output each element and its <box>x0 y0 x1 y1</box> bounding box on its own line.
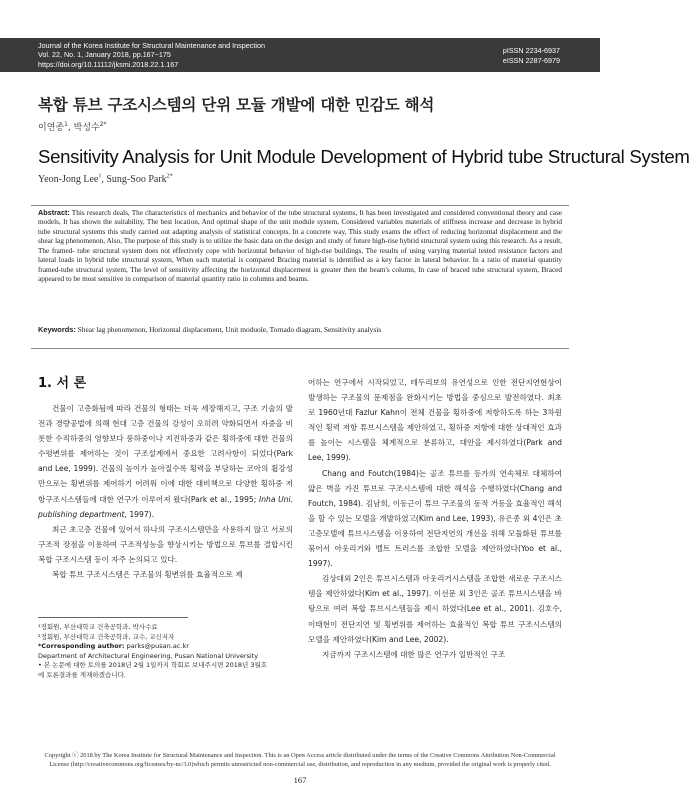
right-column <box>308 375 562 662</box>
footnotes <box>38 623 300 681</box>
footnote: 에 토론결과를 게재하겠습니다. <box>38 670 126 679</box>
korean-title: 복합 튜브 구조시스템의 단위 모듈 개발에 대한 민감도 해석 <box>38 96 435 114</box>
keywords <box>38 325 562 335</box>
section-heading: 1. 서 론 <box>38 376 87 391</box>
keywords-text: Shear lag phenomenon, Horizontal displacement, Unit moduole, Tornado diagram, Sensitivity analysis <box>75 325 382 334</box>
journal-name: Journal of the Korea Institute for Structural Maintenance and Inspection <box>38 41 265 50</box>
keywords-label: Keywords: <box>38 325 76 334</box>
footnote-divider <box>38 617 188 618</box>
paragraph: 최근 초고층 건물에 있어서 하나의 구조시스템만을 사용하지 않고 서로의 구조적 장점을 이용하여 구조적성능을 향상시키는 방법으로 튜브를 결합시킨 복합 구조시스템 등이 자주 논의되고 있다. <box>38 524 293 564</box>
issn-block <box>503 46 560 66</box>
paragraph: 지금까지 구조시스템에 대한 많은 연구가 일반적인 구조 <box>322 649 506 659</box>
journal-volume: Vol. 22, No. 1, January 2018, pp.167~175 <box>38 50 171 60</box>
abstract-text: This research deals, The characteristics of mechanics and behavior of the tube structural systems, It has been investigated and considered conventional theory and case models, It has shown the suitability, The best location, And optimal shape of the unit module system, Considered variables materials of stiffness increase and decrease in hybrid tube structural systems this study carried out adapting analysis of statistical concepts. In a concrete way, This study exams the effect of reducing horizontal displacement and the shear lag phenomenon, Also, The purpose of this study is to utilize the basic data on the design and study of future high-rise hybrid structural system using this research. As a result, The framed- tube structural system does not effectively cope with horizontal behavior of high-rise buildings, The results of using varying material tested resistance factors and lateral loads in hybrid tube structural system, When each material is compared Bracing material is identified as a key factor in lateral behavior. In a ratio of material quantity framed-tube structural system, The level of sensitivity affecting the horizontal displacement is greater then the beam's column, In case of braced tube structural system, Braced appeared to be most sensitive in comparison of material quantity ratio in columns and beams. <box>38 209 562 284</box>
english-title: Sensitivity Analysis for Unit Module Development of Hybrid tube Structural System <box>38 146 690 167</box>
paragraph: Chang and Foutch(1984)는 골조 튜브를 등가의 연속체로 대체하여 얇은 벽을 가진 튜브로 구조시스템에 대한 해석을 수행하였다(Chang and Foutch, 1984). 김남희, 이동근이 튜브 구조물의 동적 거동을 효율적인 해석을 할 수 있는 모델을 개발하였고(Kim and Lee, 1993), 유은종 외 4인은 초고층모델에 튜브시스템을 이용하여 전단지연의 개선을 위해 모듈화된 튜브를 묶어서 아웃리거와 벨트 트러스를 조합한 모델을 제안하였다(Yoo et al., 1997). <box>308 468 562 569</box>
footnote: ¹정회원, 부산대학교 건축공학과, 박사수료 <box>38 623 158 631</box>
footnote: Department of Architectural Engineering, Pusan National University <box>38 651 259 660</box>
footnote: ²정회원, 부산대학교 건축공학과, 교수, 교신저자 <box>38 632 175 641</box>
abstract-label: Abstract: <box>38 208 70 217</box>
left-column <box>38 401 293 582</box>
paragraph: 건물이 고층화됨에 따라 건물의 형태는 더욱 세장해지고, 구조 기술의 발전과 경량공법에 의해 현대 고층 건물의 강성이 오히려 약화되면서 자중을 비롯한 수직하중의 영향보다 풍하중이나 지진하중과 같은 횡하중에 대한 건물의 수평변위를 제어하는 것이 구조설계에서 중요한 고려사항이 되었다(Park and Lee, 1999). 건물의 높이가 높아질수록 횡력을 부담하는 코아의 휨강성 만으로는 횡변위를 제어하기 어려워 이에 대한 대비책으로 다양한 횡하중 저항구조시스템들에 대한 연구가 이루어져 왔다(Park et al., 1995; Inha Uni. publishing department, 1997). <box>38 404 294 519</box>
korean-authors: 이연종$^1$, 박성수$^{2*}$ <box>38 121 107 133</box>
paragraph: 복합 튜브 구조시스템은 구조물의 횡변위를 효율적으로 제 <box>52 570 243 580</box>
journal-header-banner <box>0 38 600 72</box>
copyright-notice: Copyright ⓒ 2018 by The Korea Institute for Structural Maintenance and Inspection. This is an Open Access article distributed under the terms of the Creative Commons Attribution Non-Commercial License (http://creativecommons.org/licenses/by-nc/3.0)which permits unrestricted non-commercial use, distribution, and reproduction in any medium, provided the original work is properly cited. <box>44 752 556 768</box>
paragraph: 어하는 연구에서 시작되었고, 테두리보의 유연성으로 인한 전단지연현상이 발생하는 구조물의 문제점을 완화시키는 방법을 중심으로 발전하였다. 최초로 1960년대 Fazlur Kahn이 전체 건물을 횡하중에 저항하도록 하는 3차원적인 횡력 저항 튜브시스템을 제안하였고, 횡하중 저항에 대한 상대적인 효과를 높이는 시스템을 체계적으로 분류하고, 대안을 제시하였다(Park and Lee, 1999). <box>308 378 562 463</box>
footnote: • 본 논문에 대한 토의를 2018년 2월 1일까지 학회로 보내주시면 2018년 3월호 <box>38 661 268 670</box>
english-authors: Yeon-Jong Lee$^1$, Sung-Soo Park$^{2*}$ <box>38 173 173 185</box>
pissn: pISSN 2234-6937 <box>502 46 560 55</box>
paragraph: 김상대외 2인은 튜브시스템과 아웃리거시스템을 조합한 새로운 구조시스템을 제안하였다(Kim et al., 1997). 이선문 외 3인은 골조 튜브시스템을 바탕으로 여러 복합 튜브시스템들을 제시 하였다(Lee et al., 2001). 김호수, 이태현이 전단지연 및 횡변위를 제어하는 효율적인 복합 튜브 구조시스템의 모델을 제안하였다(Kim and Lee, 2002). <box>308 574 562 644</box>
eissn: eISSN 2287-6979 <box>502 56 560 65</box>
abstract <box>38 208 562 285</box>
page-number: 167 <box>293 775 307 785</box>
footnote-corresponding: *Corresponding author: parks@pusan.ac.kr <box>38 642 189 651</box>
journal-info <box>38 41 265 69</box>
journal-doi[interactable]: https://doi.org/10.11112/jksmi.2018.22.1.167 <box>38 59 179 69</box>
